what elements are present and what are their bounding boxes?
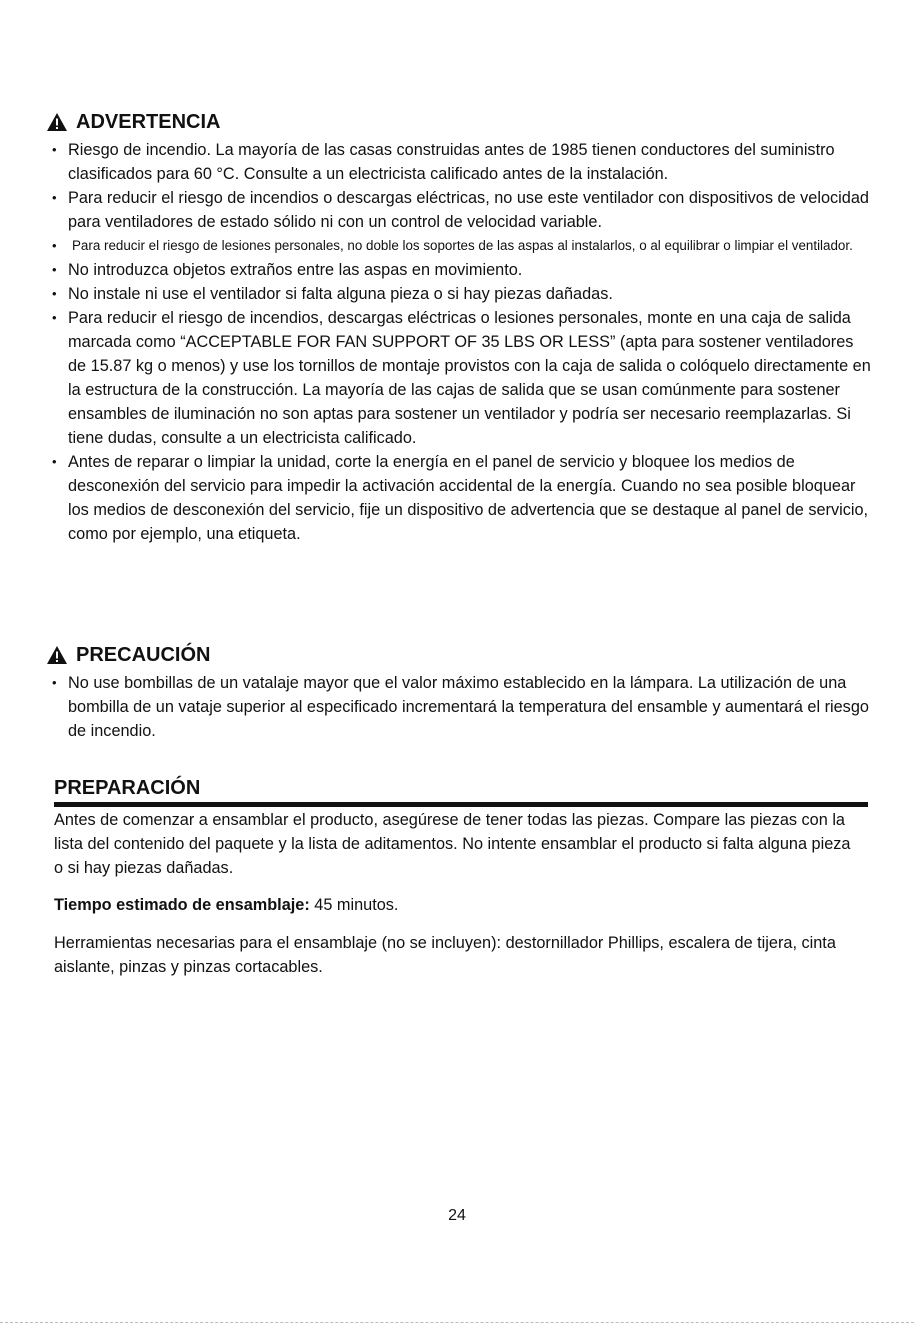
list-item: • No introduzca objetos extraños entre las aspas en movimiento. [46,258,876,282]
warning-heading [46,110,220,134]
warning-triangle-icon [46,112,68,132]
list-item: • No use bombillas de un vatalaje mayor que el valor máximo establecido en la lámpara. La utilización de una bombilla de un vataje superior al especificado incrementará la temperatura del ensamble y aumentará el riesgo de incendio. [46,671,876,743]
bottom-divider [0,1322,914,1323]
preparation-heading: PREPARACIÓN [54,776,868,807]
page-number: 24 [448,1207,466,1224]
assembly-time [54,893,854,917]
list-item: • Riesgo de incendio. La mayoría de las casas construidas antes de 1985 tienen conductores del suministro clasificados para 60 °C. Consulte a un electricista calificado antes de la instalación. [46,138,876,186]
list-item: • Para reducir el riesgo de incendios o descargas eléctricas, no use este ventilador con dispositivos de velocidad para ventiladores de estado sólido ni con un control de velocidad variable. [46,186,876,234]
warning-list [46,138,876,546]
warning-triangle-icon [46,645,68,665]
list-item: • Antes de reparar o limpiar la unidad, corte la energía en el panel de servicio y bloquee los medios de desconexión del servicio para impedir la activación accidental de la energía. Cuando no sea posible bloquear los medios de desconexión del servicio, fije un dispositivo de advertencia que se destaque al panel de servicio, como por ejemplo, una etiqueta. [46,450,876,546]
preparation-intro: Antes de comenzar a ensamblar el producto, asegúrese de tener todas las piezas. Compare las piezas con la lista del contenido del paquete y la lista de aditamentos. No intente ensamblar el producto si falta alguna pieza o si hay piezas dañadas. [54,811,851,877]
list-item: • Para reducir el riesgo de incendios, descargas eléctricas o lesiones personales, monte en una caja de salida marcada como “ACCEPTABLE FOR FAN SUPPORT OF 35 LBS OR LESS” (apta para sostener ventiladores de 15.87 kg o menos) y use los tornillos de montaje provistos con la caja de salida o colóquelo directamente en la estructura de la construcción. La mayoría de las cajas de salida que se usan comúnmente para sostener ensambles de iluminación no son aptas para sostener un ventilador y podría ser necesario reemplazarlas. Si tiene dudas, consulte a un electricista calificado. [46,306,876,450]
assembly-time-value: 45 minutos. [309,896,399,914]
caution-title: PRECAUCIÓN [76,644,211,666]
assembly-time-label: Tiempo estimado de ensamblaje: [54,896,310,914]
list-item-text: Para reducir el riesgo de lesiones personales, no doble los soportes de las aspas al instalarlos, o al equilibrar o limpiar el ventilador. [72,238,853,253]
list-item [46,234,876,258]
tools-required: Herramientas necesarias para el ensamblaje (no se incluyen): destornillador Phillips, escalera de tijera, cinta aislante, pinzas y pinzas cortacables. [54,934,836,976]
caution-list [46,671,876,743]
warning-title: ADVERTENCIA [76,111,221,133]
caution-heading [46,643,210,667]
list-item: • No instale ni use el ventilador si falta alguna pieza o si hay piezas dañadas. [46,282,876,306]
